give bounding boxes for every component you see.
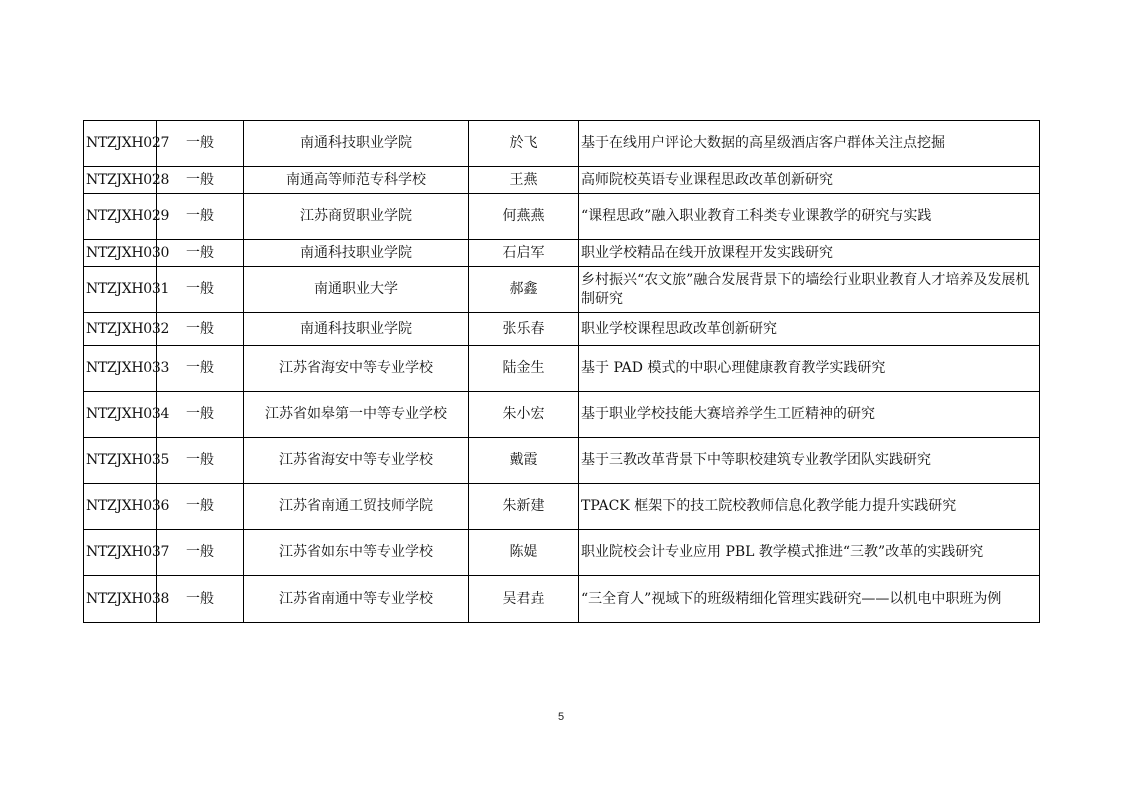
title-cell: 职业学校精品在线开放课程开发实践研究 xyxy=(579,240,1040,267)
project-id-cell: NTZJXH034 xyxy=(84,392,157,438)
project-id-cell: NTZJXH037 xyxy=(84,530,157,576)
project-id-cell: NTZJXH030 xyxy=(84,240,157,267)
school-cell: 南通科技职业学院 xyxy=(244,240,469,267)
table-row xyxy=(84,121,1040,167)
table-row xyxy=(84,530,1040,576)
title-cell: 基于 PAD 模式的中职心理健康教育教学实践研究 xyxy=(579,346,1040,392)
table-row xyxy=(84,240,1040,267)
school-cell: 江苏省南通中等专业学校 xyxy=(244,576,469,623)
person-cell: 何燕燕 xyxy=(469,194,579,240)
category-cell: 一般 xyxy=(157,167,244,194)
school-cell: 江苏省海安中等专业学校 xyxy=(244,438,469,484)
category-cell: 一般 xyxy=(157,313,244,346)
title-cell: 职业学校课程思政改革创新研究 xyxy=(579,313,1040,346)
table-row xyxy=(84,484,1040,530)
title-cell: “三全育人”视域下的班级精细化管理实践研究——以机电中职班为例 xyxy=(579,576,1040,623)
title-cell: TPACK 框架下的技工院校教师信息化教学能力提升实践研究 xyxy=(579,484,1040,530)
project-id-cell: NTZJXH033 xyxy=(84,346,157,392)
person-cell: 王燕 xyxy=(469,167,579,194)
category-cell: 一般 xyxy=(157,576,244,623)
project-id-cell: NTZJXH029 xyxy=(84,194,157,240)
page-number: 5 xyxy=(557,711,565,723)
person-cell: 张乐春 xyxy=(469,313,579,346)
title-cell: “课程思政”融入职业教育工科类专业课教学的研究与实践 xyxy=(579,194,1040,240)
table-row xyxy=(84,576,1040,623)
project-id-cell: NTZJXH032 xyxy=(84,313,157,346)
category-cell: 一般 xyxy=(157,392,244,438)
title-cell: 高师院校英语专业课程思政改革创新研究 xyxy=(579,167,1040,194)
person-cell: 陆金生 xyxy=(469,346,579,392)
category-cell: 一般 xyxy=(157,530,244,576)
project-id-cell: NTZJXH036 xyxy=(84,484,157,530)
person-cell: 石启军 xyxy=(469,240,579,267)
project-id-cell: NTZJXH027 xyxy=(84,121,157,167)
table-row xyxy=(84,313,1040,346)
person-cell: 朱小宏 xyxy=(469,392,579,438)
person-cell: 吴君垚 xyxy=(469,576,579,623)
school-cell: 江苏省如东中等专业学校 xyxy=(244,530,469,576)
project-table xyxy=(83,120,1040,623)
category-cell: 一般 xyxy=(157,121,244,167)
table-row xyxy=(84,267,1040,313)
project-id-cell: NTZJXH038 xyxy=(84,576,157,623)
person-cell: 郝鑫 xyxy=(469,267,579,313)
school-cell: 南通高等师范专科学校 xyxy=(244,167,469,194)
person-cell: 朱新建 xyxy=(469,484,579,530)
school-cell: 江苏省海安中等专业学校 xyxy=(244,346,469,392)
category-cell: 一般 xyxy=(157,484,244,530)
project-id-cell: NTZJXH035 xyxy=(84,438,157,484)
category-cell: 一般 xyxy=(157,438,244,484)
title-cell: 职业院校会计专业应用 PBL 教学模式推进“三教”改革的实践研究 xyxy=(579,530,1040,576)
title-cell: 基于三教改革背景下中等职校建筑专业教学团队实践研究 xyxy=(579,438,1040,484)
school-cell: 南通职业大学 xyxy=(244,267,469,313)
person-cell: 陈媞 xyxy=(469,530,579,576)
table-row xyxy=(84,438,1040,484)
category-cell: 一般 xyxy=(157,194,244,240)
project-id-cell: NTZJXH031 xyxy=(84,267,157,313)
title-cell: 基于在线用户评论大数据的高星级酒店客户群体关注点挖掘 xyxy=(579,121,1040,167)
category-cell: 一般 xyxy=(157,240,244,267)
school-cell: 南通科技职业学院 xyxy=(244,121,469,167)
category-cell: 一般 xyxy=(157,267,244,313)
project-id-cell: NTZJXH028 xyxy=(84,167,157,194)
person-cell: 戴霞 xyxy=(469,438,579,484)
school-cell: 南通科技职业学院 xyxy=(244,313,469,346)
school-cell: 江苏省南通工贸技师学院 xyxy=(244,484,469,530)
table-row xyxy=(84,167,1040,194)
school-cell: 江苏商贸职业学院 xyxy=(244,194,469,240)
table-row xyxy=(84,392,1040,438)
table-row xyxy=(84,194,1040,240)
person-cell: 於飞 xyxy=(469,121,579,167)
title-cell: 基于职业学校技能大赛培养学生工匠精神的研究 xyxy=(579,392,1040,438)
category-cell: 一般 xyxy=(157,346,244,392)
school-cell: 江苏省如皋第一中等专业学校 xyxy=(244,392,469,438)
title-cell: 乡村振兴“农文旅”融合发展背景下的墙绘行业职业教育人才培养及发展机制研究 xyxy=(579,267,1040,313)
table-row xyxy=(84,346,1040,392)
